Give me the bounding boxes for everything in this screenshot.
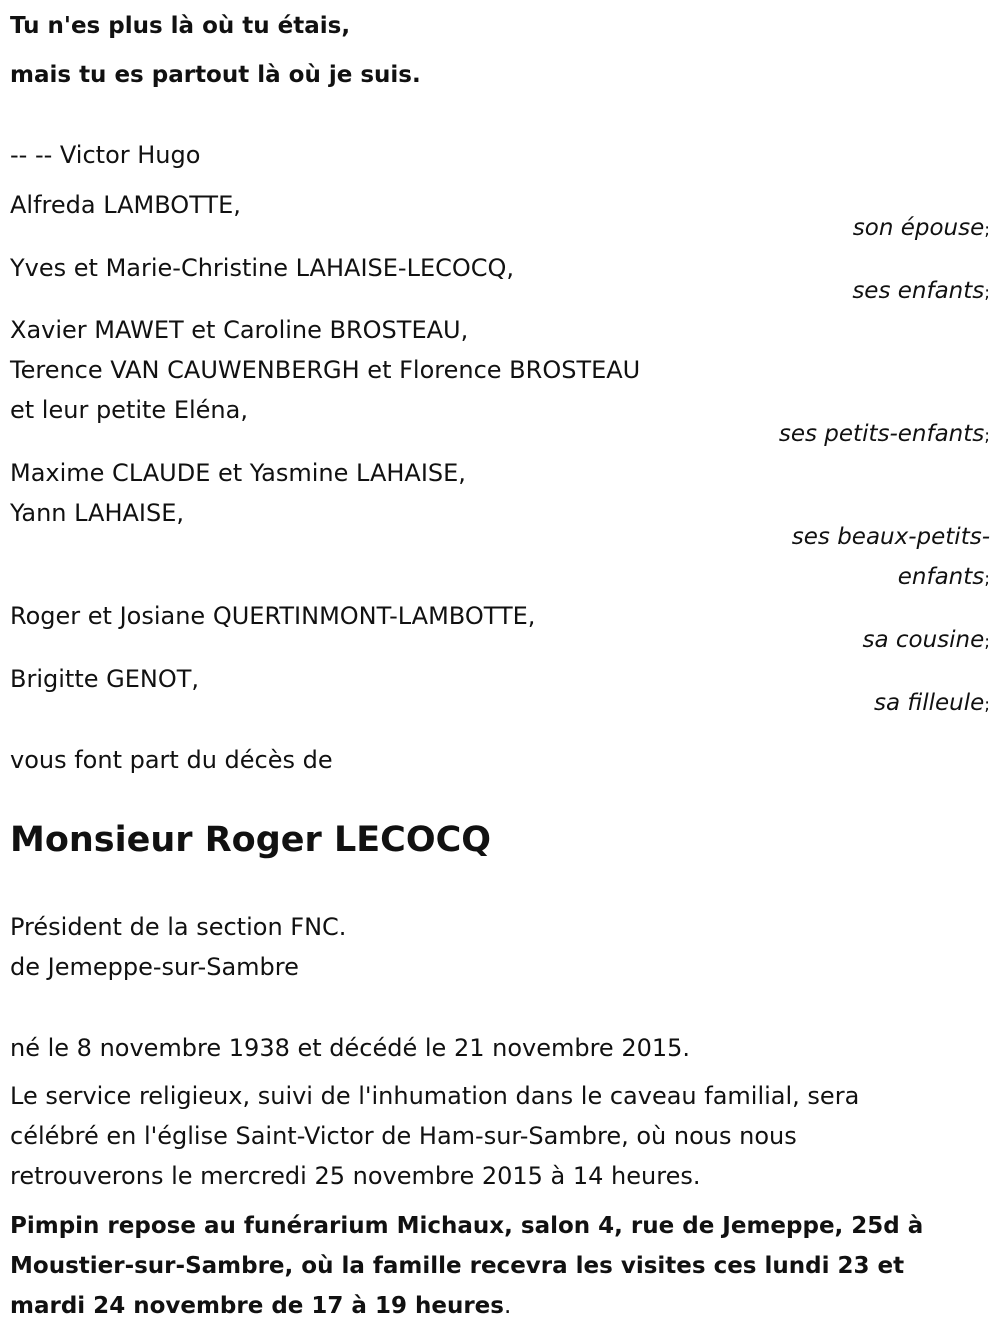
- family-relation: [874, 688, 990, 720]
- deceased-title: Président de la section FNC.: [10, 913, 347, 941]
- family-relation: [898, 562, 990, 594]
- family-relation: [862, 625, 990, 657]
- family-name: Yann LAHAISE,: [10, 499, 185, 527]
- service-line: célébré en l'église Saint-Victor de Ham-sur-Sambre, où nous nous: [10, 1122, 797, 1150]
- relation-text: ses enfants: [852, 278, 985, 304]
- service-line: Le service religieux, suivi de l'inhumation dans le caveau familial, sera: [10, 1082, 860, 1110]
- family-name: Roger et Josiane QUERTINMONT-LAMBOTTE,: [10, 602, 536, 630]
- family-relation: [779, 419, 990, 451]
- family-relation: [853, 213, 990, 245]
- visitation-line: Moustier-sur-Sambre, où la famille recevra les visites ces lundi 23 et: [10, 1253, 905, 1279]
- deceased-dates: né le 8 novembre 1938 et décédé le 21 novembre 2015.: [10, 1034, 691, 1062]
- family-name: Alfreda LAMBOTTE,: [10, 191, 241, 219]
- family-name: Maxime CLAUDE et Yasmine LAHAISE,: [10, 459, 466, 487]
- visitation-line: [10, 1291, 511, 1321]
- relation-text: enfants: [897, 564, 985, 590]
- family-name: et leur petite Eléna,: [10, 396, 248, 424]
- announcement-text: vous font part du décès de: [10, 746, 333, 774]
- relation-suffix: ;: [984, 569, 990, 589]
- quote-line: Tu n'es plus là où tu étais,: [10, 13, 351, 39]
- relation-suffix: ;: [984, 632, 990, 652]
- family-name: Terence VAN CAUWENBERGH et Florence BROSTEAU: [10, 356, 641, 384]
- family-name: Xavier MAWET et Caroline BROSTEAU,: [10, 316, 469, 344]
- relation-text: ses beaux-petits-: [791, 524, 990, 550]
- family-name: Brigitte GENOT,: [10, 665, 200, 693]
- relation-text: sa cousine: [862, 627, 985, 653]
- family-relation: [792, 522, 990, 552]
- deceased-title: de Jemeppe-sur-Sambre: [10, 953, 299, 981]
- service-line: retrouverons le mercredi 25 novembre 2015 à 14 heures.: [10, 1162, 701, 1190]
- relation-suffix: ;: [984, 426, 990, 446]
- relation-suffix: ;: [984, 220, 990, 240]
- family-relation: [852, 276, 990, 308]
- relation-text: ses petits-enfants: [778, 421, 985, 447]
- visitation-text: mardi 24 novembre de 17 à 19 heures: [10, 1293, 504, 1319]
- quote-author: -- -- Victor Hugo: [10, 141, 201, 169]
- relation-text: sa filleule: [873, 690, 985, 716]
- visitation-period: .: [503, 1293, 512, 1319]
- family-name: Yves et Marie-Christine LAHAISE-LECOCQ,: [10, 254, 515, 282]
- relation-suffix: ;: [984, 283, 990, 303]
- relation-text: son épouse: [852, 215, 985, 241]
- relation-suffix: ;: [984, 695, 990, 715]
- quote-line: mais tu es partout là où je suis.: [10, 62, 421, 88]
- visitation-line: Pimpin repose au funérarium Michaux, salon 4, rue de Jemeppe, 25d à: [10, 1213, 924, 1239]
- deceased-name: Monsieur Roger LECOCQ: [10, 820, 492, 860]
